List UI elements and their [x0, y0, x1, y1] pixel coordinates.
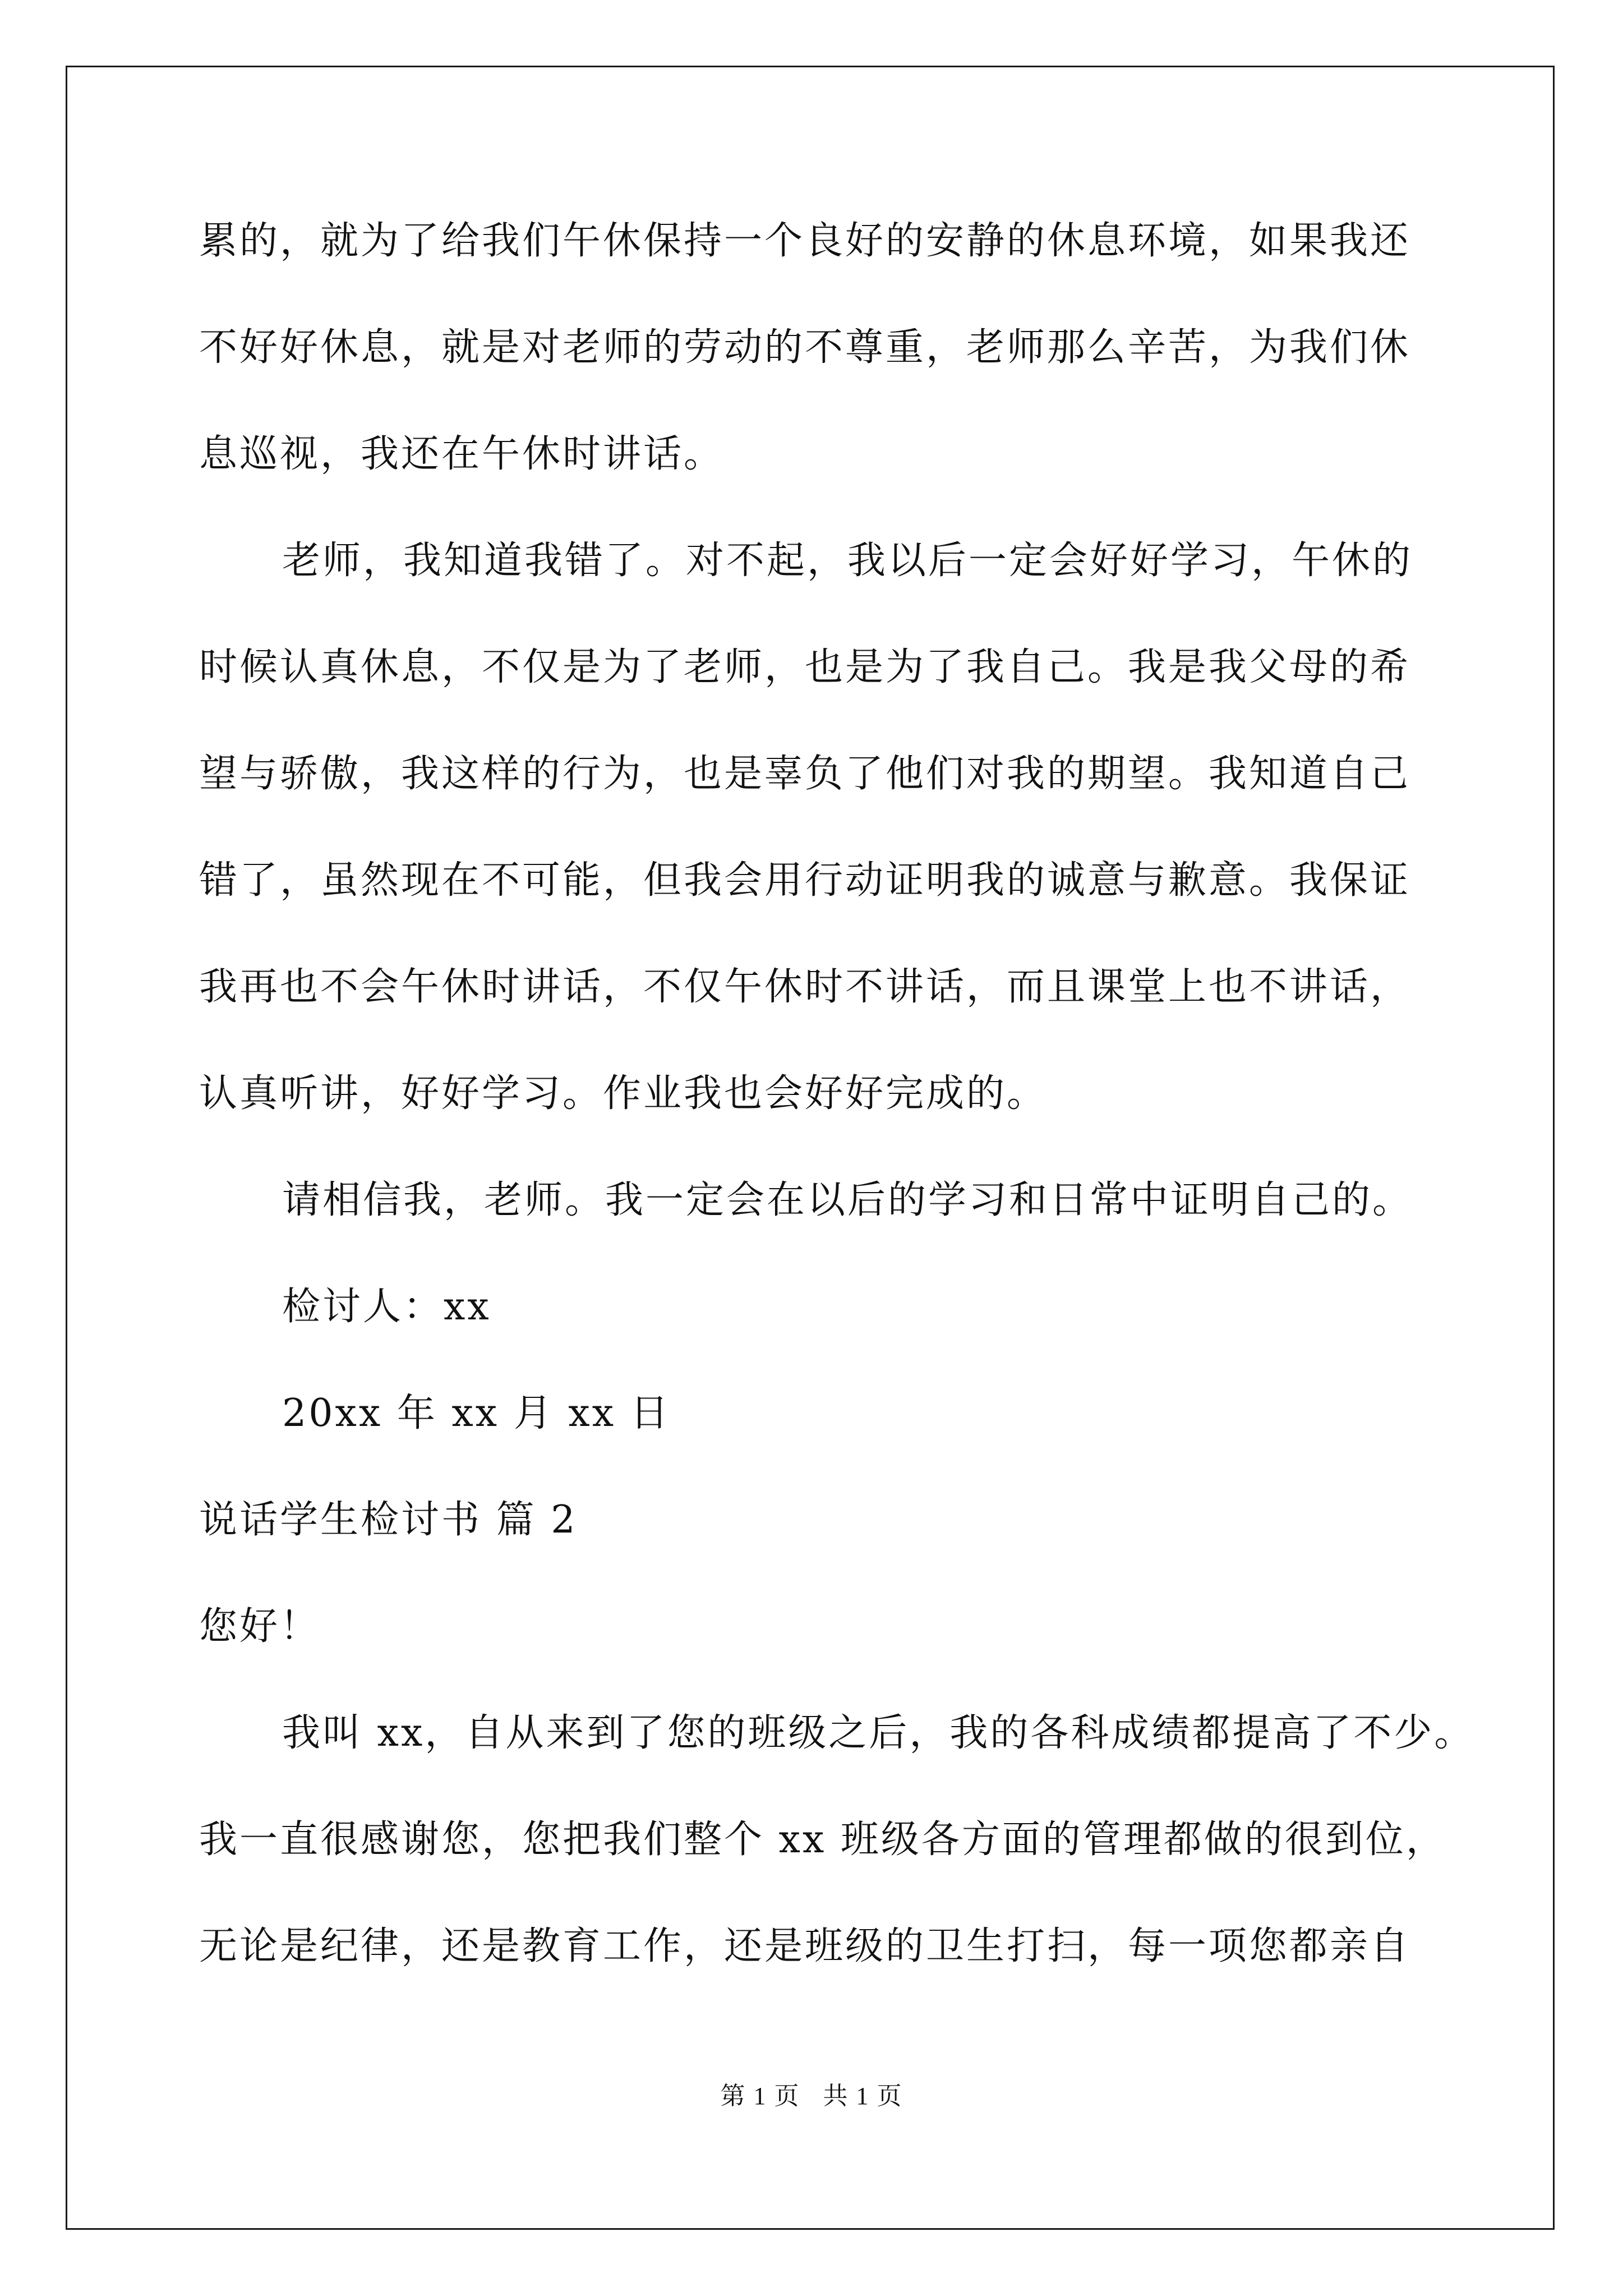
- text-line: 我再也不会午休时讲话，不仅午休时不讲话，而且课堂上也不讲话，: [199, 965, 1411, 1009]
- text-line: 时候认真休息，不仅是为了老师，也是为了我自己。我是我父母的希: [199, 645, 1411, 689]
- text-line: 错了，虽然现在不可能，但我会用行动证明我的诚意与歉意。我保证: [199, 858, 1411, 903]
- text-line: 息巡视，我还在午休时讲话。: [199, 432, 725, 476]
- date-line: 20xx 年 xx 月 xx 日: [282, 1391, 671, 1435]
- text-line: 我一直很感谢您，您把我们整个 xx 班级各方面的管理都做的很到位，: [199, 1818, 1446, 1862]
- text-line: 认真听讲，好好学习。作业我也会好好完成的。: [199, 1071, 1048, 1116]
- signature-line: 检讨人：xx: [282, 1285, 491, 1329]
- page-number: 第 1 页: [720, 2082, 800, 2110]
- text-line: 无论是纪律，还是教育工作，还是班级的卫生打扫，每一项您都亲自: [199, 1924, 1411, 1968]
- text-line: 不好好休息，就是对老师的劳动的不尊重，老师那么辛苦，为我们休: [199, 325, 1411, 370]
- page-border: [66, 66, 1555, 2230]
- text-line: 望与骄傲，我这样的行为，也是辜负了他们对我的期望。我知道自己: [199, 752, 1411, 796]
- text-line: 老师，我知道我错了。对不起，我以后一定会好好学习，午休的: [282, 539, 1413, 583]
- page-total: 共 1 页: [823, 2082, 903, 2110]
- text-line: 累的，就为了给我们午休保持一个良好的安静的休息环境，如果我还: [199, 219, 1411, 263]
- text-line: 我叫 xx，自从来到了您的班级之后，我的各科成绩都提高了不少。: [282, 1711, 1475, 1755]
- salutation: 您好！: [199, 1604, 321, 1649]
- section-heading: 说话学生检讨书 篇 2: [199, 1498, 578, 1542]
- page-footer: [0, 2076, 1623, 2111]
- text-line: 请相信我，老师。我一定会在以后的学习和日常中证明自己的。: [282, 1178, 1413, 1222]
